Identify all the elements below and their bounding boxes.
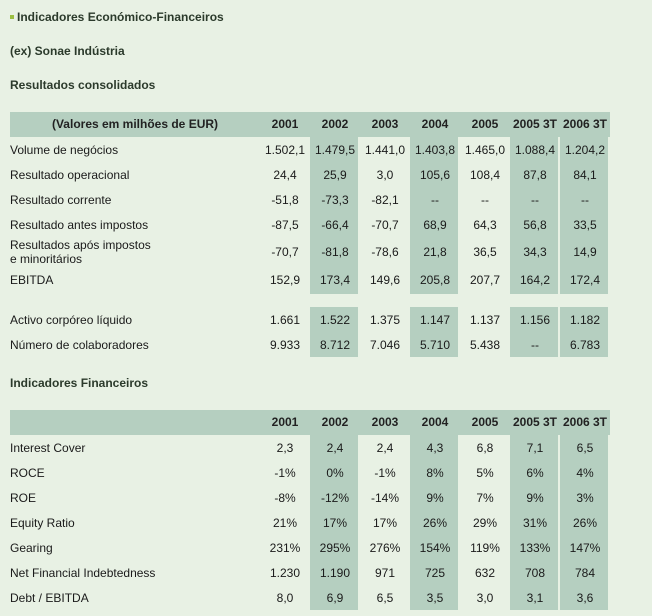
row-label-text: Volume de negócios [10,143,119,157]
table-cell: 9% [526,491,544,505]
header-year: 2005 [471,415,499,429]
header-year: 2003 [371,415,399,429]
page-title [10,10,224,24]
row-label [10,273,53,287]
table-cell: -8% [274,491,296,505]
table-cell: 9.933 [269,338,301,352]
table-cell: -82,1 [371,193,399,207]
table-cell: 295% [319,541,351,555]
table-cell: 33,5 [573,218,597,232]
table-cell: 7,1 [526,441,544,455]
table-cell: 5.438 [469,338,501,352]
table-cell: 26% [572,516,598,530]
table-cell: -70,7 [271,245,299,259]
table-cell: 207,7 [469,273,501,287]
table-cell: 164,2 [519,273,551,287]
table-cell: 173,4 [319,273,351,287]
row-label [10,541,53,555]
column-shade [560,137,608,294]
table-cell: 725 [424,566,446,580]
section-title-indicadores: Indicadores Financeiros [10,376,149,390]
row-label-text: Número de colaboradores [10,338,149,352]
company-name: (ex) Sonae Indústria [10,44,125,58]
table-cell: 7.046 [369,338,401,352]
row-label [10,441,85,455]
table-cell: 21% [272,516,298,530]
table-cell: 8.712 [319,338,351,352]
row-label [10,466,45,480]
table-cell: 119% [470,541,500,555]
table-cell: 56,8 [523,218,547,232]
table-cell: 1.204,2 [564,143,606,157]
table-cell: 29% [472,516,498,530]
header-year: 2006 3T [562,117,608,131]
column-shade [310,137,358,294]
row-label [10,566,155,580]
row-label [10,516,75,530]
table-cell: 1.190 [319,566,351,580]
row-label-text: Resultados após impostos [10,238,151,252]
table-cell: 3,6 [576,591,594,605]
table-cell: 84,1 [573,168,597,182]
row-label [10,143,118,157]
table-cell: 133% [519,541,551,555]
table-cell: 1.088,4 [514,143,556,157]
row-label-text: EBITDA [10,273,54,287]
table-cell: 1.479,5 [314,143,356,157]
table-cell: 152,9 [269,273,301,287]
table-cell: 68,9 [423,218,447,232]
table-cell: 1.230 [269,566,301,580]
header-year: 2005 3T [512,117,558,131]
row-label [10,168,129,182]
table-cell: 8,0 [276,591,294,605]
table-cell: 108,4 [469,168,501,182]
table-cell: -51,8 [271,193,299,207]
table-cell: 276% [369,541,401,555]
header-year: 2001 [271,415,299,429]
table-cell: 31% [522,516,548,530]
table-cell: -70,7 [371,218,399,232]
table-cell: 1.465,0 [464,143,506,157]
row-label [10,193,111,207]
row-label [10,491,36,505]
table-cell: 87,8 [523,168,547,182]
table-cell: 36,5 [473,245,497,259]
table-cell: 1.156 [519,313,551,327]
table-cell: 7% [476,491,494,505]
table-cell: 9% [426,491,444,505]
section-title-resultados: Resultados consolidados [10,78,156,92]
row-label [10,591,89,605]
table-cell: -- [481,193,489,207]
page-title-text: Indicadores Económico-Financeiros [17,10,224,24]
table-cell: 1.403,8 [414,143,456,157]
table-cell: 5% [476,466,494,480]
table-cell: -- [431,193,439,207]
table-cell: -66,4 [321,218,349,232]
table-cell: 0% [326,466,344,480]
table-cell: 6.783 [569,338,601,352]
table-cell: 6,5 [376,591,394,605]
table-cell: 231% [269,541,301,555]
row-label [10,238,151,266]
table-cell: 1.182 [569,313,601,327]
table-cell: 1.522 [319,313,351,327]
table-cell: -1% [274,466,296,480]
table-cell: 17% [372,516,398,530]
row-label-text: Resultado corrente [10,193,112,207]
table-cell: -- [531,338,539,352]
table-cell: 26% [422,516,448,530]
table-cell: 24,4 [273,168,297,182]
row-label-text: Gearing [10,541,53,555]
table-cell: 708 [524,566,546,580]
header-year: 2002 [321,117,349,131]
row-label [10,218,148,232]
table-cell: -14% [370,491,399,505]
table-cell: -81,8 [321,245,349,259]
column-shade [510,137,558,294]
table-cell: 147% [569,541,601,555]
table-cell: -- [581,193,589,207]
table-cell: 784 [574,566,596,580]
table-cell: 205,8 [419,273,451,287]
table-cell: 1.502,1 [264,143,306,157]
table-cell: 17% [322,516,348,530]
table-cell: 3,5 [426,591,444,605]
table-cell: 2,4 [376,441,394,455]
header-year: 2002 [321,415,349,429]
table-cell: 1.137 [469,313,501,327]
table-cell: 2,4 [326,441,344,455]
table-header [10,112,610,137]
row-label-text: Resultado antes impostos [10,218,149,232]
row-label [10,338,149,352]
table-cell: 8% [426,466,444,480]
header-year: 2004 [421,415,449,429]
table-cell: 4% [576,466,594,480]
table-cell: -- [531,193,539,207]
row-label-text-2: e minoritários [10,252,83,266]
table-cell: 3,1 [526,591,544,605]
table-cell: -73,3 [321,193,349,207]
header-label: (Valores em milhões de EUR) [51,117,219,131]
table-cell: -78,6 [371,245,399,259]
table-cell: 3,0 [476,591,494,605]
header-year: 2005 [471,117,499,131]
table-cell: 1.441,0 [364,143,406,157]
row-label-text: Debt / EBITDA [10,591,89,605]
header-year: 2004 [421,117,449,131]
table-cell: 971 [374,566,396,580]
row-label-text: Activo corpóreo líquido [10,313,133,327]
table-cell: 21,8 [423,245,447,259]
row-label-text: Resultado operacional [10,168,130,182]
row-label-text: ROCE [10,466,45,480]
header-year: 2001 [271,117,299,131]
table-cell: 1.147 [419,313,451,327]
table-cell: 154% [419,541,451,555]
table-cell: 25,9 [323,168,347,182]
row-label-text: Interest Cover [10,441,86,455]
header-year: 2006 3T [562,415,608,429]
row-label [10,313,132,327]
table-header [10,410,610,435]
table-cell: 1.375 [369,313,401,327]
column-shade [410,137,458,294]
table-cell: 105,6 [419,168,451,182]
header-year: 2003 [371,117,399,131]
table-cell: 1.661 [269,313,301,327]
table-cell: 4,3 [426,441,444,455]
bullet-icon [10,15,14,19]
table-cell: 6,8 [476,441,494,455]
table-cell: 6% [526,466,544,480]
table-cell: 632 [474,566,496,580]
table-cell: 6,9 [326,591,344,605]
header-year: 2005 3T [512,415,558,429]
table-cell: -1% [374,466,396,480]
table-cell: 5.710 [419,338,451,352]
table-cell: 64,3 [473,218,497,232]
table-cell: -12% [320,491,349,505]
row-label-text: ROE [10,491,37,505]
table-cell: 2,3 [276,441,294,455]
table-cell: 172,4 [569,273,601,287]
row-label-text: Equity Ratio [10,516,75,530]
table-cell: -87,5 [271,218,299,232]
table-cell: 14,9 [573,245,597,259]
table-cell: 149,6 [369,273,401,287]
row-label-text: Net Financial Indebtedness [10,566,156,580]
table-cell: 3% [576,491,594,505]
table-cell: 34,3 [523,245,547,259]
table-cell: 3,0 [376,168,394,182]
table-cell: 6,5 [576,441,594,455]
